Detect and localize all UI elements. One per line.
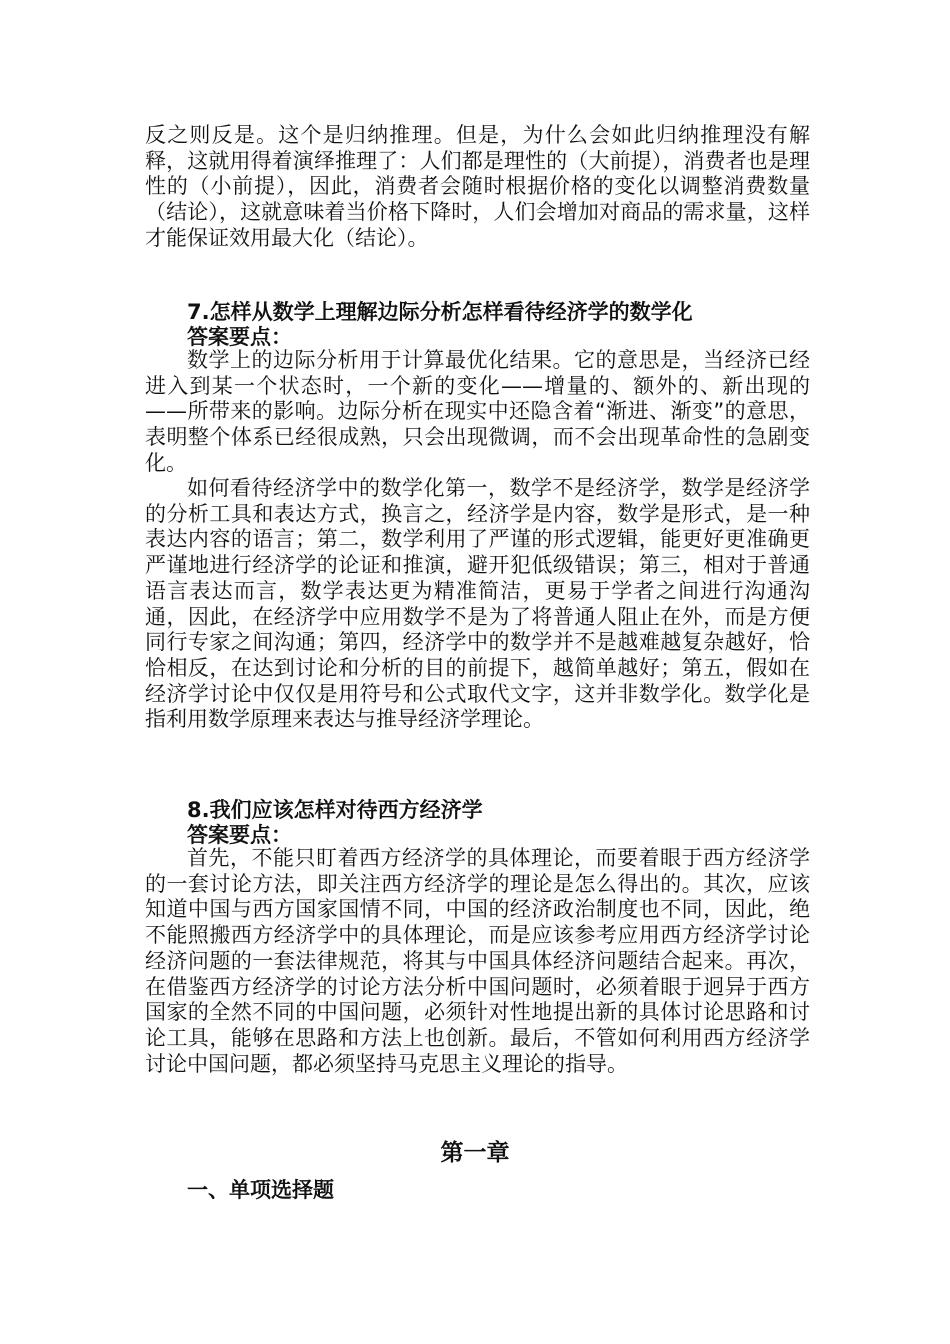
question-7-answer-label: 答案要点： [187, 325, 292, 349]
question-8-answer-label: 答案要点： [187, 823, 292, 847]
question-7-paragraph-1: 数学上的边际分析用于计算最优化结果。它的意思是，当经济已经进入到某一个状态时，一个新的变化——增量的、额外的、新出现的——所带来的影响。边际分析在现实中还隐含着“渐进、渐变”的意思，表明整个体系已经很成熟，只会出现微调，而不会出现革命性的急剧变化。 [145, 348, 810, 475]
intro-paragraph: 反之则反是。这个是归纳推理。但是，为什么会如此归纳推理没有解释，这就用得着演绎推理了：人们都是理性的（大前提），消费者也是理性的（小前提），因此，消费者会随时根据价格的变化以调整消费数量（结论），这就意味着当价格下降时，人们会增加对商品的需求量，这样才能保证效用最大化（结论）。 [145, 123, 810, 250]
question-7-paragraph-2: 如何看待经济学中的数学化第一，数学不是经济学，数学是经济学的分析工具和表达方式，换言之，经济学是内容，数学是形式，是一种表达内容的语言；第二，数学利用了严谨的形式逻辑，能更好更准确更严谨地进行经济学的论证和推演，避开犯低级错误；第三，相对于普通语言表达而言，数学表达更为精准简洁，更易于学者之间进行沟通沟通，因此，在经济学中应用数学不是为了将普通人阻止在外，而是方便同行专家之间沟通；第四，经济学中的数学并不是越难越复杂越好，恰恰相反，在达到讨论和分析的目的前提下，越简单越好；第五，假如在经济学讨论中仅仅是用符号和公式取代文字，这并非数学化。数学化是指利用数学原理来表达与推导经济学理论。 [145, 476, 810, 732]
section-heading: 一、单项选择题 [187, 1178, 334, 1202]
chapter-title: 第一章 [440, 1140, 510, 1166]
question-8-title: 8.我们应该怎样对待西方经济学 [187, 798, 483, 822]
question-7-title: 7.怎样从数学上理解边际分析怎样看待经济学的数学化 [187, 300, 693, 324]
question-8-paragraph-1: 首先，不能只盯着西方经济学的具体理论，而要着眼于西方经济学的一套讨论方法，即关注西方经济学的理论是怎么得出的。其次，应该知道中国与西方国家国情不同，中国的经济政治制度也不同，因此，绝不能照搬西方经济学中的具体理论，而是应该参考应用西方经济学讨论经济问题的一套法律规范，将其与中国具体经济问题结合起来。再次，在借鉴西方经济学的讨论方法分析中国问题时，必须着眼于迥异于西方国家的全然不同的中国问题，必须针对性地提出新的具体讨论思路和讨论工具，能够在思路和方法上也创新。最后，不管如何利用西方经济学讨论中国问题，都必须坚持马克思主义理论的指导。 [145, 846, 810, 1076]
